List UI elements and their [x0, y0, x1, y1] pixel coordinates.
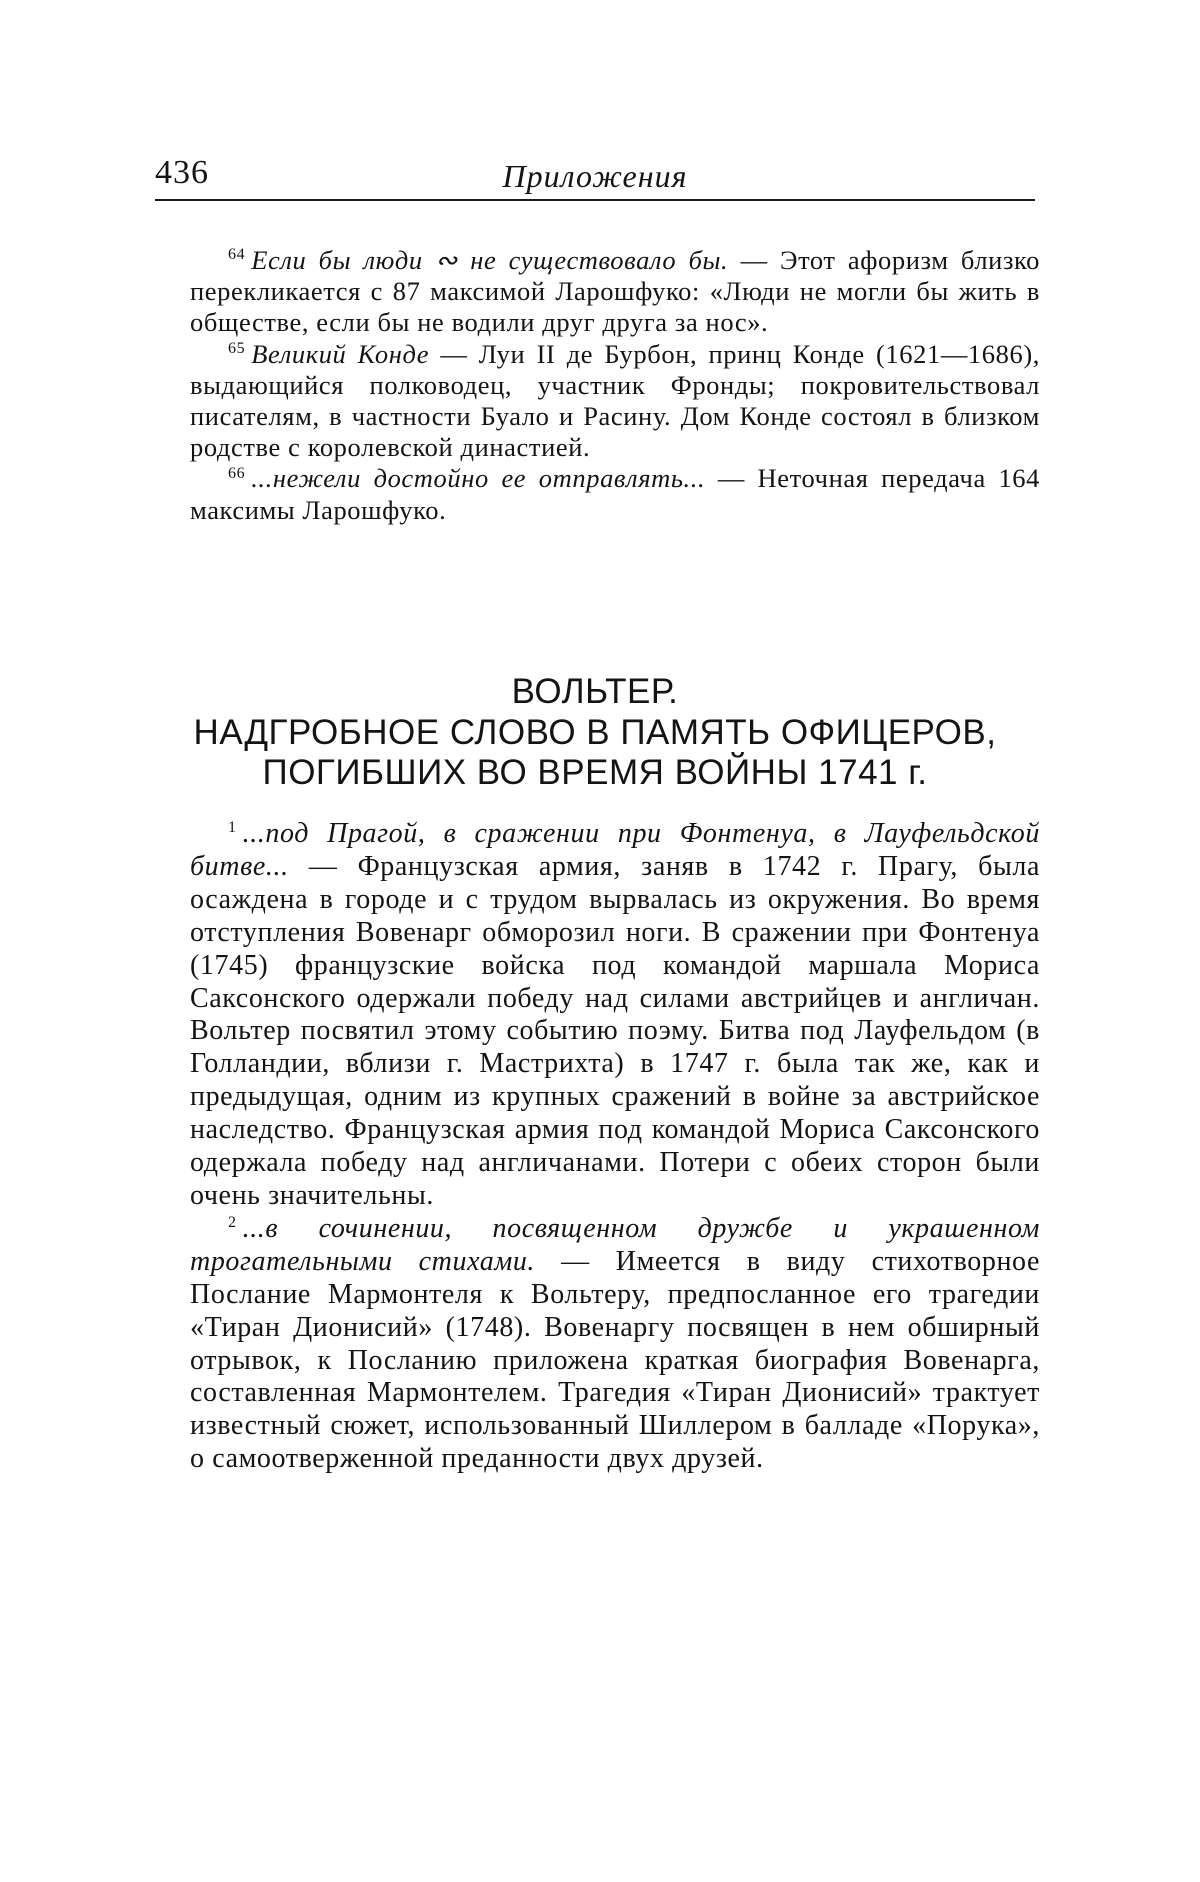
- footnote-2: [190, 1213, 1040, 1476]
- page-number: 436: [155, 154, 209, 191]
- heading-line-1: ВОЛЬТЕР.: [511, 672, 679, 711]
- notes-section-top: [190, 245, 1040, 526]
- note-number: 66: [228, 464, 246, 482]
- note-lemma: ...под Прагой, в сражении при Фонтенуа, в Лауфельдской битве...: [190, 818, 1040, 882]
- note-lemma: Если бы люди ∾ не существовало бы.: [251, 245, 729, 275]
- note-number: 64: [228, 246, 246, 264]
- note-lemma: ...нежели достойно ее отправлять...: [251, 463, 706, 494]
- heading-line-2: НАДГРОБНОЕ СЛОВО В ПАМЯТЬ ОФИЦЕРОВ,: [193, 712, 997, 752]
- footnote-66: [190, 463, 1040, 525]
- note-lemma: ...в сочинении, посвященном дружбе и украшенном трогательными стихами.: [190, 1212, 1040, 1277]
- notes-section-bottom: [190, 818, 1040, 1476]
- note-text: — Имеется в виду стихотворное Послание Мармонтеля к Вольтеру, предпосланное его трагедии «Тиран Дионисий» (1748). Вовенаргу посвящен в нем обширный отрывок, к Посланию приложена краткая биография Вовенарга, составленная Мармонтелем. Трагедия «Тиран Дионисий» трактует известный сюжет, использованный Шиллером в балладе «Порука», о самоотверженной преданности двух друзей.: [190, 1245, 1040, 1475]
- note-text: — Неточная передача 164 максимы Ларошфуко.: [190, 463, 1040, 525]
- heading-line-3: ПОГИБШИХ ВО ВРЕМЯ ВОЙНЫ 1741 г.: [262, 753, 928, 792]
- footnote-1: [190, 818, 1040, 1213]
- footnote-64: [190, 245, 1040, 339]
- running-title: Приложения: [502, 158, 688, 194]
- header-rule: [155, 199, 1035, 201]
- note-number: 2: [228, 1213, 237, 1231]
- page-header: [155, 150, 1035, 200]
- footnote-65: [190, 339, 1040, 464]
- note-lemma: Великий Конде: [251, 338, 430, 369]
- note-text: — Французская армия, заняв в 1742 г. Прагу, была осаждена в городе и с трудом вырвалась из окружения. Во время отступления Вовенарг обморозил ноги. В сражении при Фонтенуа (1745) французские войска под командой маршала Мориса Саксонского одержали победу над силами австрийцев и англичан. Вольтер посвятил этому событию поэму. Битва под Лауфельдом (в Голландии, вблизи г. Мастрихта) в 1747 г. была так же, как и предыдущая, одним из крупных сражений в войне за австрийское наследство. Французская армия под командой Мориса Саксонского одержала победу над англичанами. Потери с обеих сторон были очень значительны.: [190, 850, 1040, 1211]
- section-heading: [155, 672, 1035, 794]
- note-number: 1: [228, 818, 237, 836]
- note-number: 65: [228, 339, 246, 357]
- note-text: — Этот афоризм близко перекликается с 87 максимой Ларошфуко: «Люди не могли бы жить в обществе, если бы не водили друг друга за нос».: [190, 245, 1040, 338]
- note-text: — Луи II де Бурбон, принц Конде (1621—1686), выдающийся полководец, участник Фронды; покровительствовал писателям, в частности Буало и Расину. Дом Конде состоял в близком родстве с королевской династией.: [190, 338, 1040, 463]
